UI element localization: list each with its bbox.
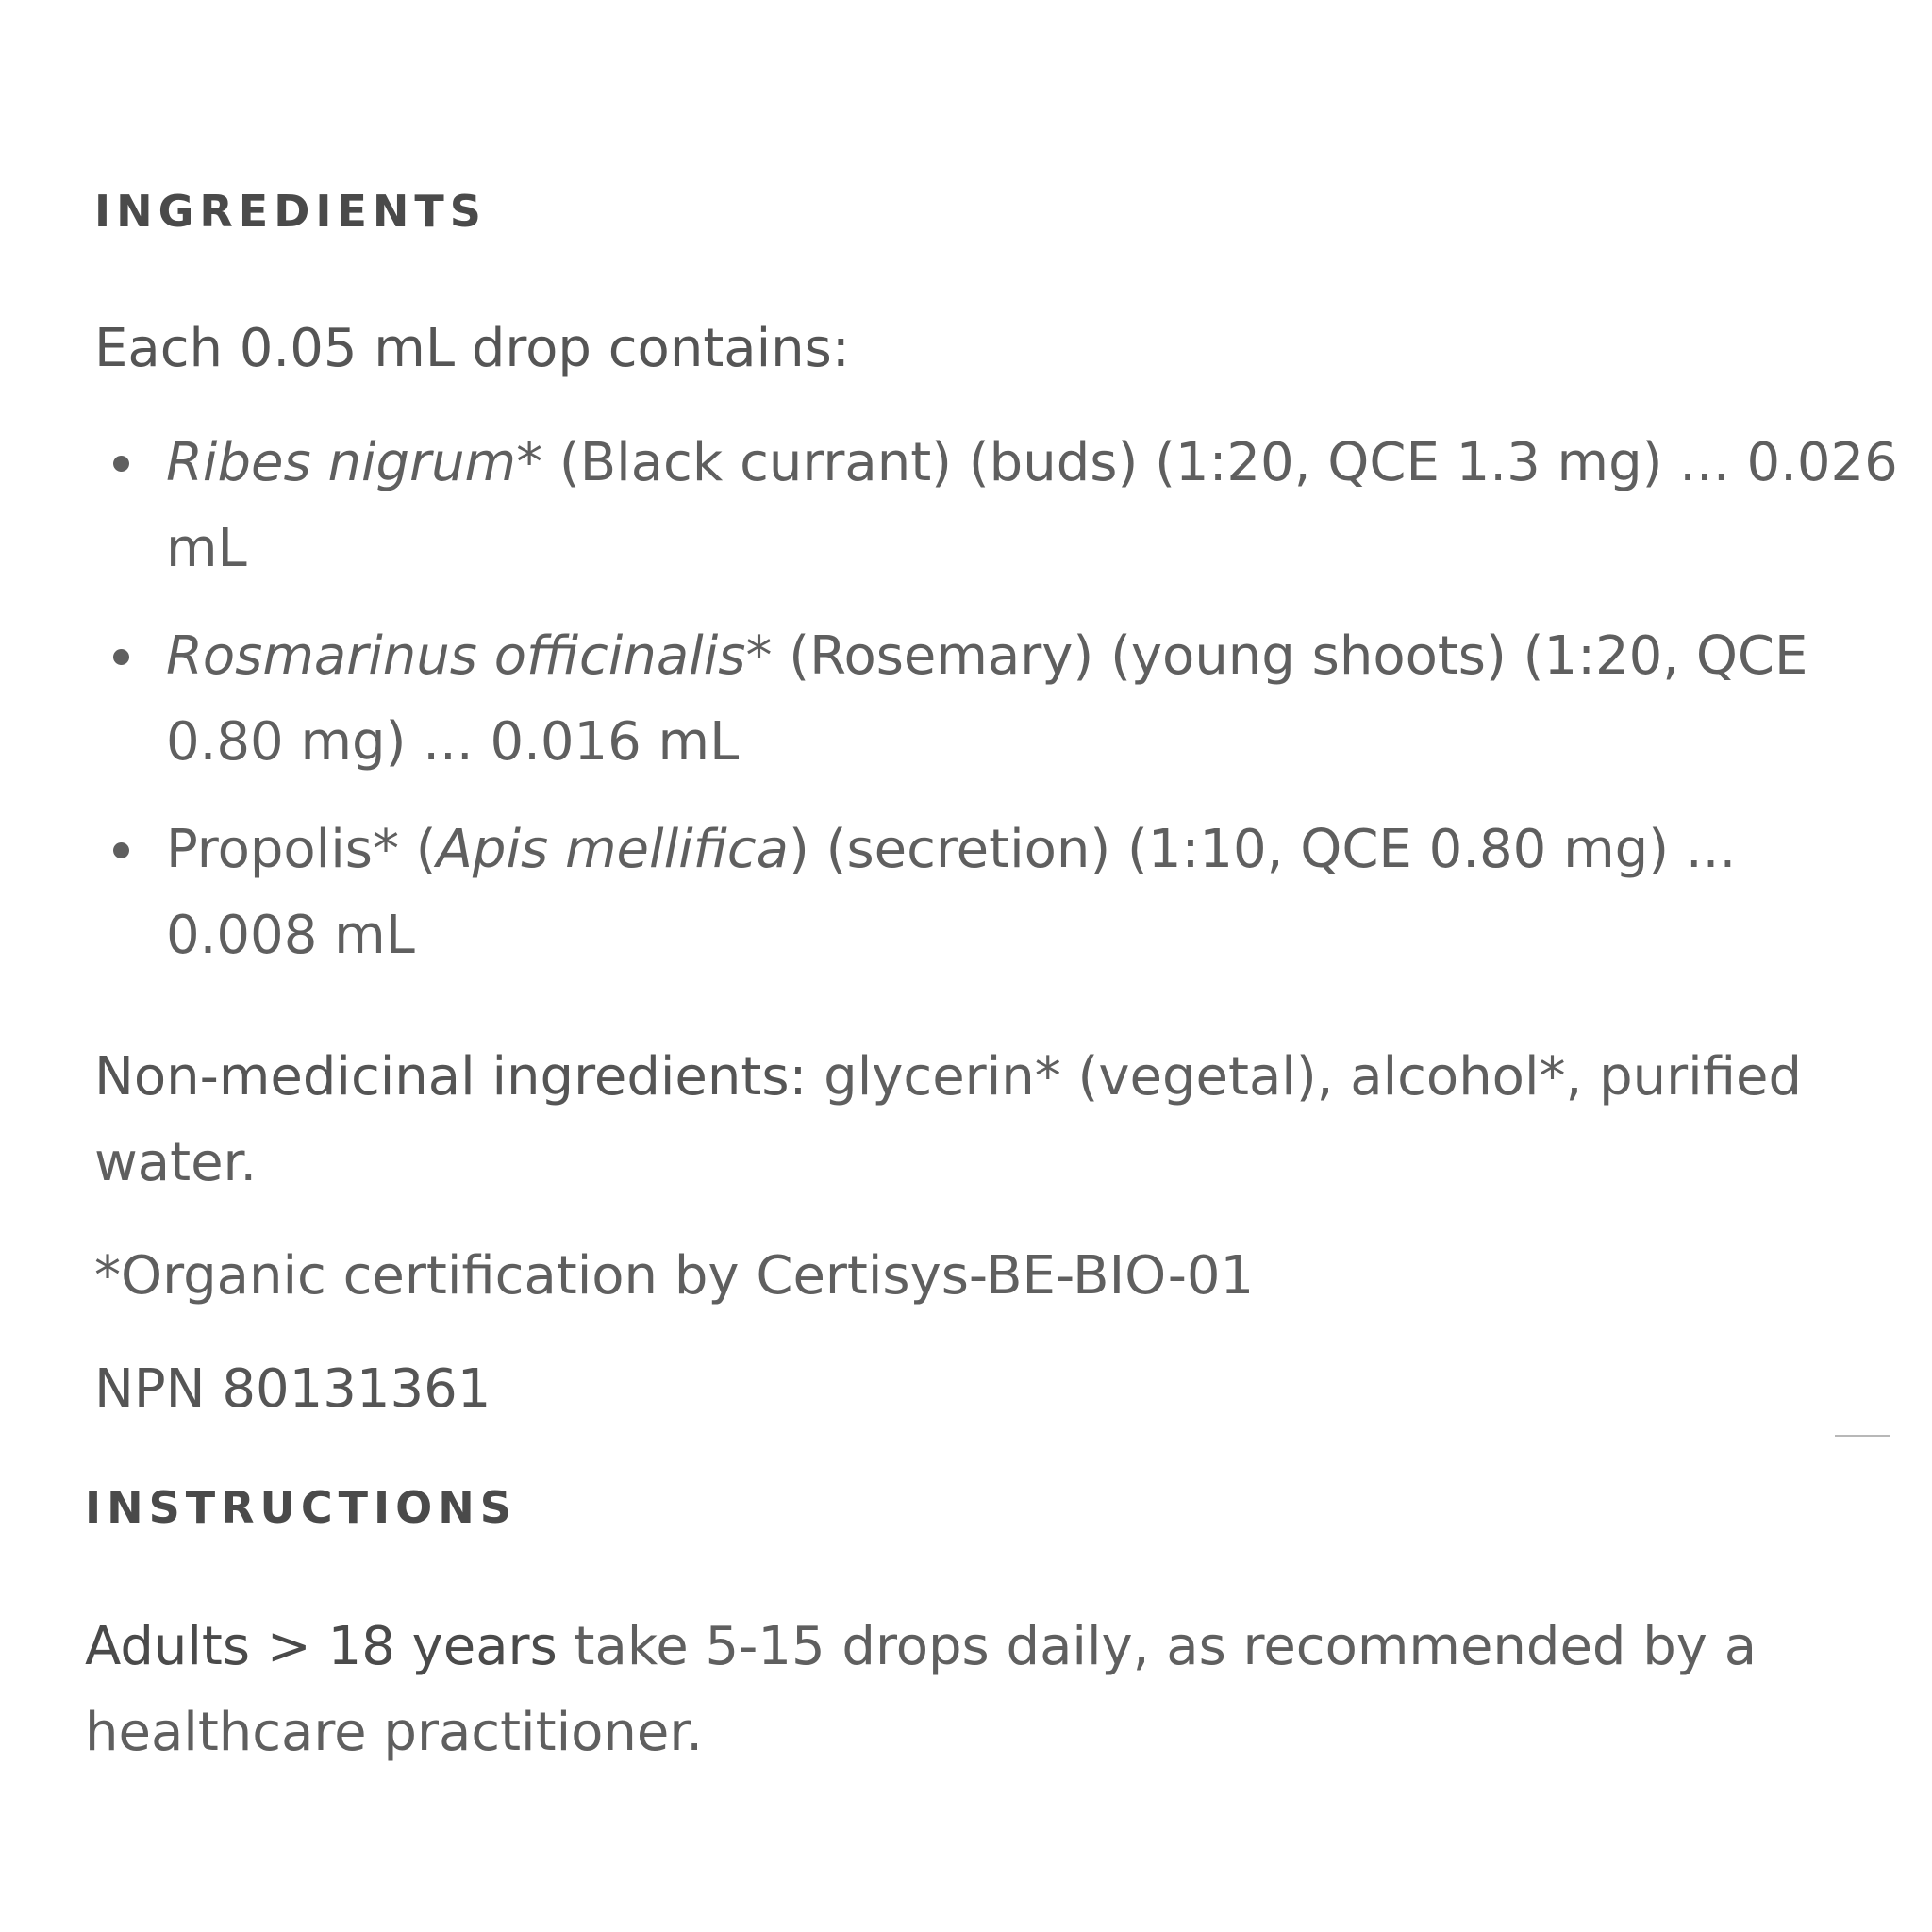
list-item [94,420,1898,591]
instructions-text [85,1604,1757,1775]
non-medicinal-label: Non-medicinal ingredients: [94,1046,808,1108]
latin-name: Ribes nigrum [166,432,517,493]
organic-certification: *Organic certification by Certisys-BE-BIO-01 [94,1245,1255,1307]
non-medicinal-line-continued: water. [94,1132,258,1193]
instructions-heading: INSTRUCTIONS [85,1482,517,1533]
ingredient-line-continued: 0.008 mL [166,905,415,966]
ingredient-line [166,613,1830,699]
ingredient-list [94,420,1898,1000]
non-medicinal-list: glycerin* (vegetal), alcohol*, purified [807,1046,1802,1108]
ingredient-line-continued: 0.80 mg) ... 0.016 mL [166,711,740,773]
age-requirement: Adults > 18 years [85,1616,558,1677]
bullet [113,649,129,665]
ingredient-detail: ) (secretion) (1:10, QCE 0.80 mg) ... [788,819,1737,880]
ingredient-line [166,807,1830,892]
ingredient-name: Propolis* [166,819,399,880]
edge-divider [1835,1435,1890,1437]
non-medicinal-ingredients [94,1034,1802,1206]
latin-name: Apis mellifica [436,819,789,880]
ingredients-heading: INGREDIENTS [94,186,487,237]
dose-intro: Each 0.05 mL drop contains: [94,318,850,379]
bullet [113,456,129,472]
instructions-line [85,1604,1757,1690]
ingredient-detail: * (Rosemary) (young shoots) (1:20, QCE [745,625,1808,687]
list-item [94,613,1830,785]
ingredient-detail: * (Black currant) (buds) (1:20, QCE 1.3 mg) ... 0.026 [516,432,1898,493]
ingredient-line [166,420,1898,506]
instructions-line-continued: healthcare practitioner. [85,1702,704,1763]
ingredient-line-continued: mL [166,518,247,579]
list-item [94,807,1830,978]
npn-number: NPN 80131361 [94,1358,491,1420]
dosage-text: take 5-15 drops daily, as recommended by a [557,1616,1757,1677]
latin-name: Rosmarinus officinalis [166,625,746,687]
bullet [113,842,129,858]
paren-open: ( [398,819,437,880]
non-medicinal-line [94,1034,1802,1120]
